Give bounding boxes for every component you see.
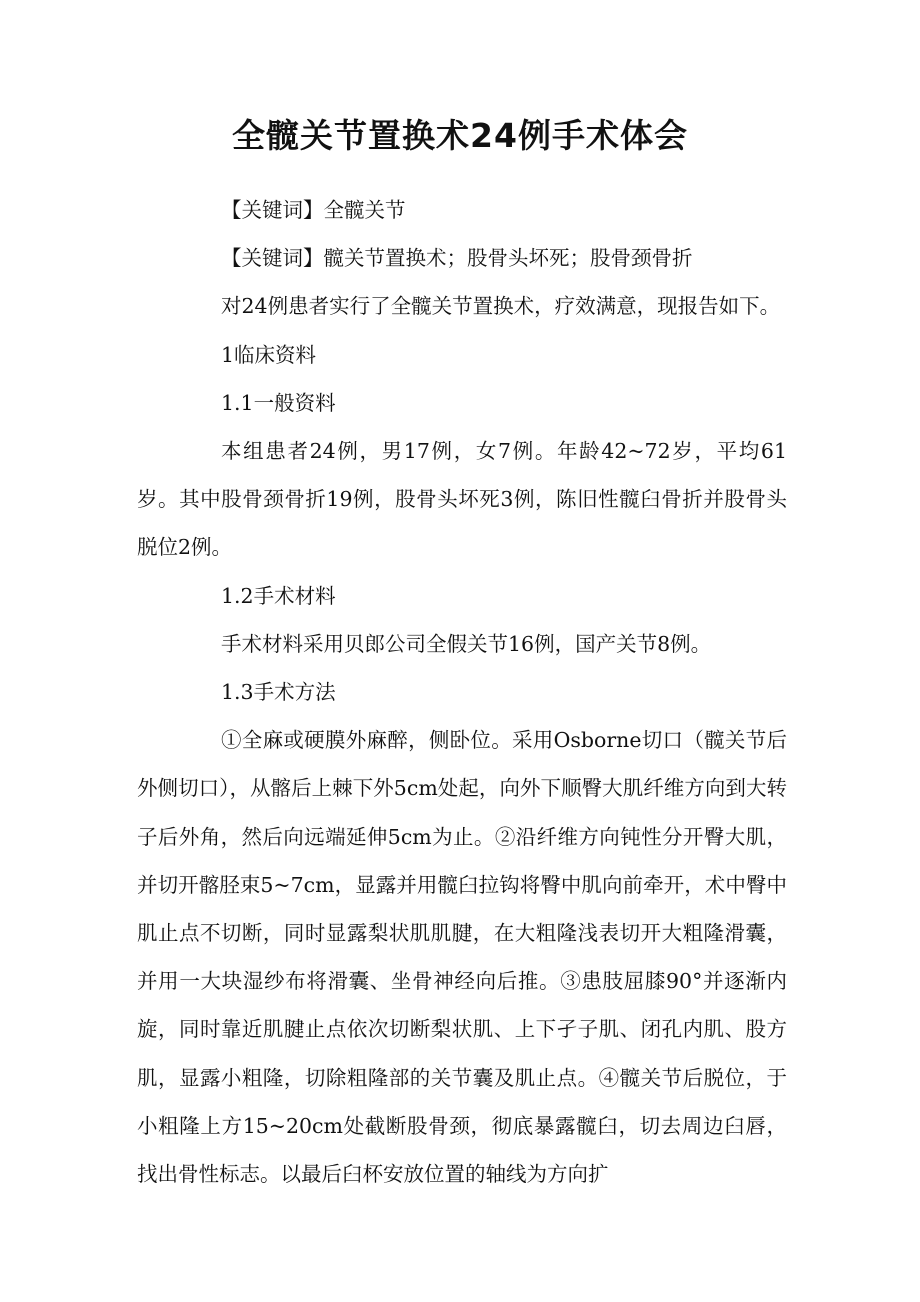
keywords-paragraph-1: 【关键词】全髋关节	[221, 198, 406, 222]
subsection-heading-surgical-materials: 1.2手术材料	[221, 583, 336, 608]
surgical-method-paragraph: ①全麻或硬膜外麻醉，侧卧位。采用Osborne切口（髋关节后外侧切口），从髂后上棘下外5cm处起，向外下顺臀大肌纤维方向到大转子后外角，然后向远端延伸5cm为止。②沿纤维方向钝性分开臀大肌，并切开髂胫束5~7cm，显露并用髋臼拉钩将臀中肌向前牵开，术中臀中肌止点不切断，同时显露梨状肌肌腱，在大粗隆浅表切开大粗隆滑囊，并用一大块湿纱布将滑囊、坐骨神经向后推。③患肢屈膝90°并逐渐内旋，同时靠近肌腱止点依次切断梨状肌、上下孑子肌、闭孔内肌、股方肌，显露小粗隆，切除粗隆部的关节囊及肌止点。④髋关节后脱位，于小粗隆上方15~20cm处截断股骨颈，彻底暴露髋臼，切去周边臼唇，找出骨性标志。以最后臼杯安放位置的轴线为方向扩	[137, 728, 787, 1187]
section-heading-clinical-data: 1临床资料	[221, 342, 317, 367]
general-data-paragraph: 本组患者24例，男17例，女7例。年龄42~72岁，平均61岁。其中股骨颈骨折19例，股骨头坏死3例，陈旧性髋臼骨折并股骨头脱位2例。	[137, 439, 787, 560]
surgical-materials-paragraph: 手术材料采用贝郎公司全假关节16例，国产关节8例。	[221, 631, 712, 656]
document-title: 全髋关节置换术24例手术体会	[232, 116, 688, 155]
subsection-heading-general-data: 1.1一般资料	[221, 390, 336, 415]
keywords-paragraph-2: 【关键词】髋关节置换术；股骨头坏死；股骨颈骨折	[221, 246, 693, 271]
intro-paragraph: 对24例患者实行了全髋关节置换术，疗效满意，现报告如下。	[221, 294, 781, 319]
subsection-heading-surgical-method: 1.3手术方法	[221, 680, 336, 705]
document-body	[137, 186, 787, 1198]
